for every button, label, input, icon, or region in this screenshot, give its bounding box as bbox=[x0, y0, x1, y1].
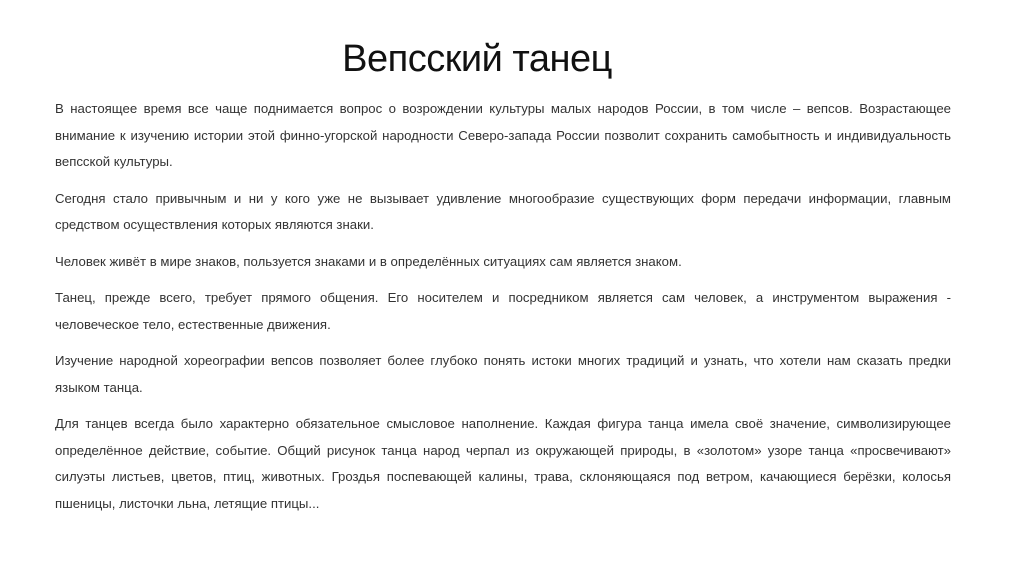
slide-title: Вепсский танец bbox=[342, 38, 612, 80]
slide-body bbox=[55, 96, 951, 527]
paragraph-3: Человек живёт в мире знаков, пользуется знаками и в определённых ситуациях сам является знаком. bbox=[55, 253, 682, 269]
paragraph-4: Танец, прежде всего, требует прямого общения. Его носителем и посредником является сам человек, а инструментом выражения - человеческое тело, естественные движения. bbox=[55, 290, 951, 332]
paragraph-2: Сегодня стало привычным и ни у кого уже не вызывает удивление многообразие существующих форм передачи информации, главным средством осуществления которых являются знаки. bbox=[55, 190, 951, 232]
paragraph-5: Изучение народной хореографии вепсов позволяет более глубоко понять истоки многих традиций и узнать, что хотели нам сказать предки языком танца. bbox=[55, 353, 951, 395]
paragraph-1: В настоящее время все чаще поднимается вопрос о возрождении культуры малых народов России, в том числе – вепсов. Возрастающее внимание к изучению истории этой финно-угорской народности Северо-запада России позволит сохранить самобытность и индивидуальность вепсской культуры. bbox=[55, 101, 951, 169]
paragraph-6: Для танцев всегда было характерно обязательное смысловое наполнение. Каждая фигура танца имела своё значение, символизирующее определённое действие, событие. Общий рисунок танца народ черпал из окружающей природы, в «золотом» узоре танца «просвечивают» силуэты листьев, цветов, птиц, животных. Гроздья поспевающей калины, трава, склоняющаяся под ветром, качающиеся берёзки, колосья пшеницы, листочки льна, летящие птицы... bbox=[55, 416, 951, 511]
